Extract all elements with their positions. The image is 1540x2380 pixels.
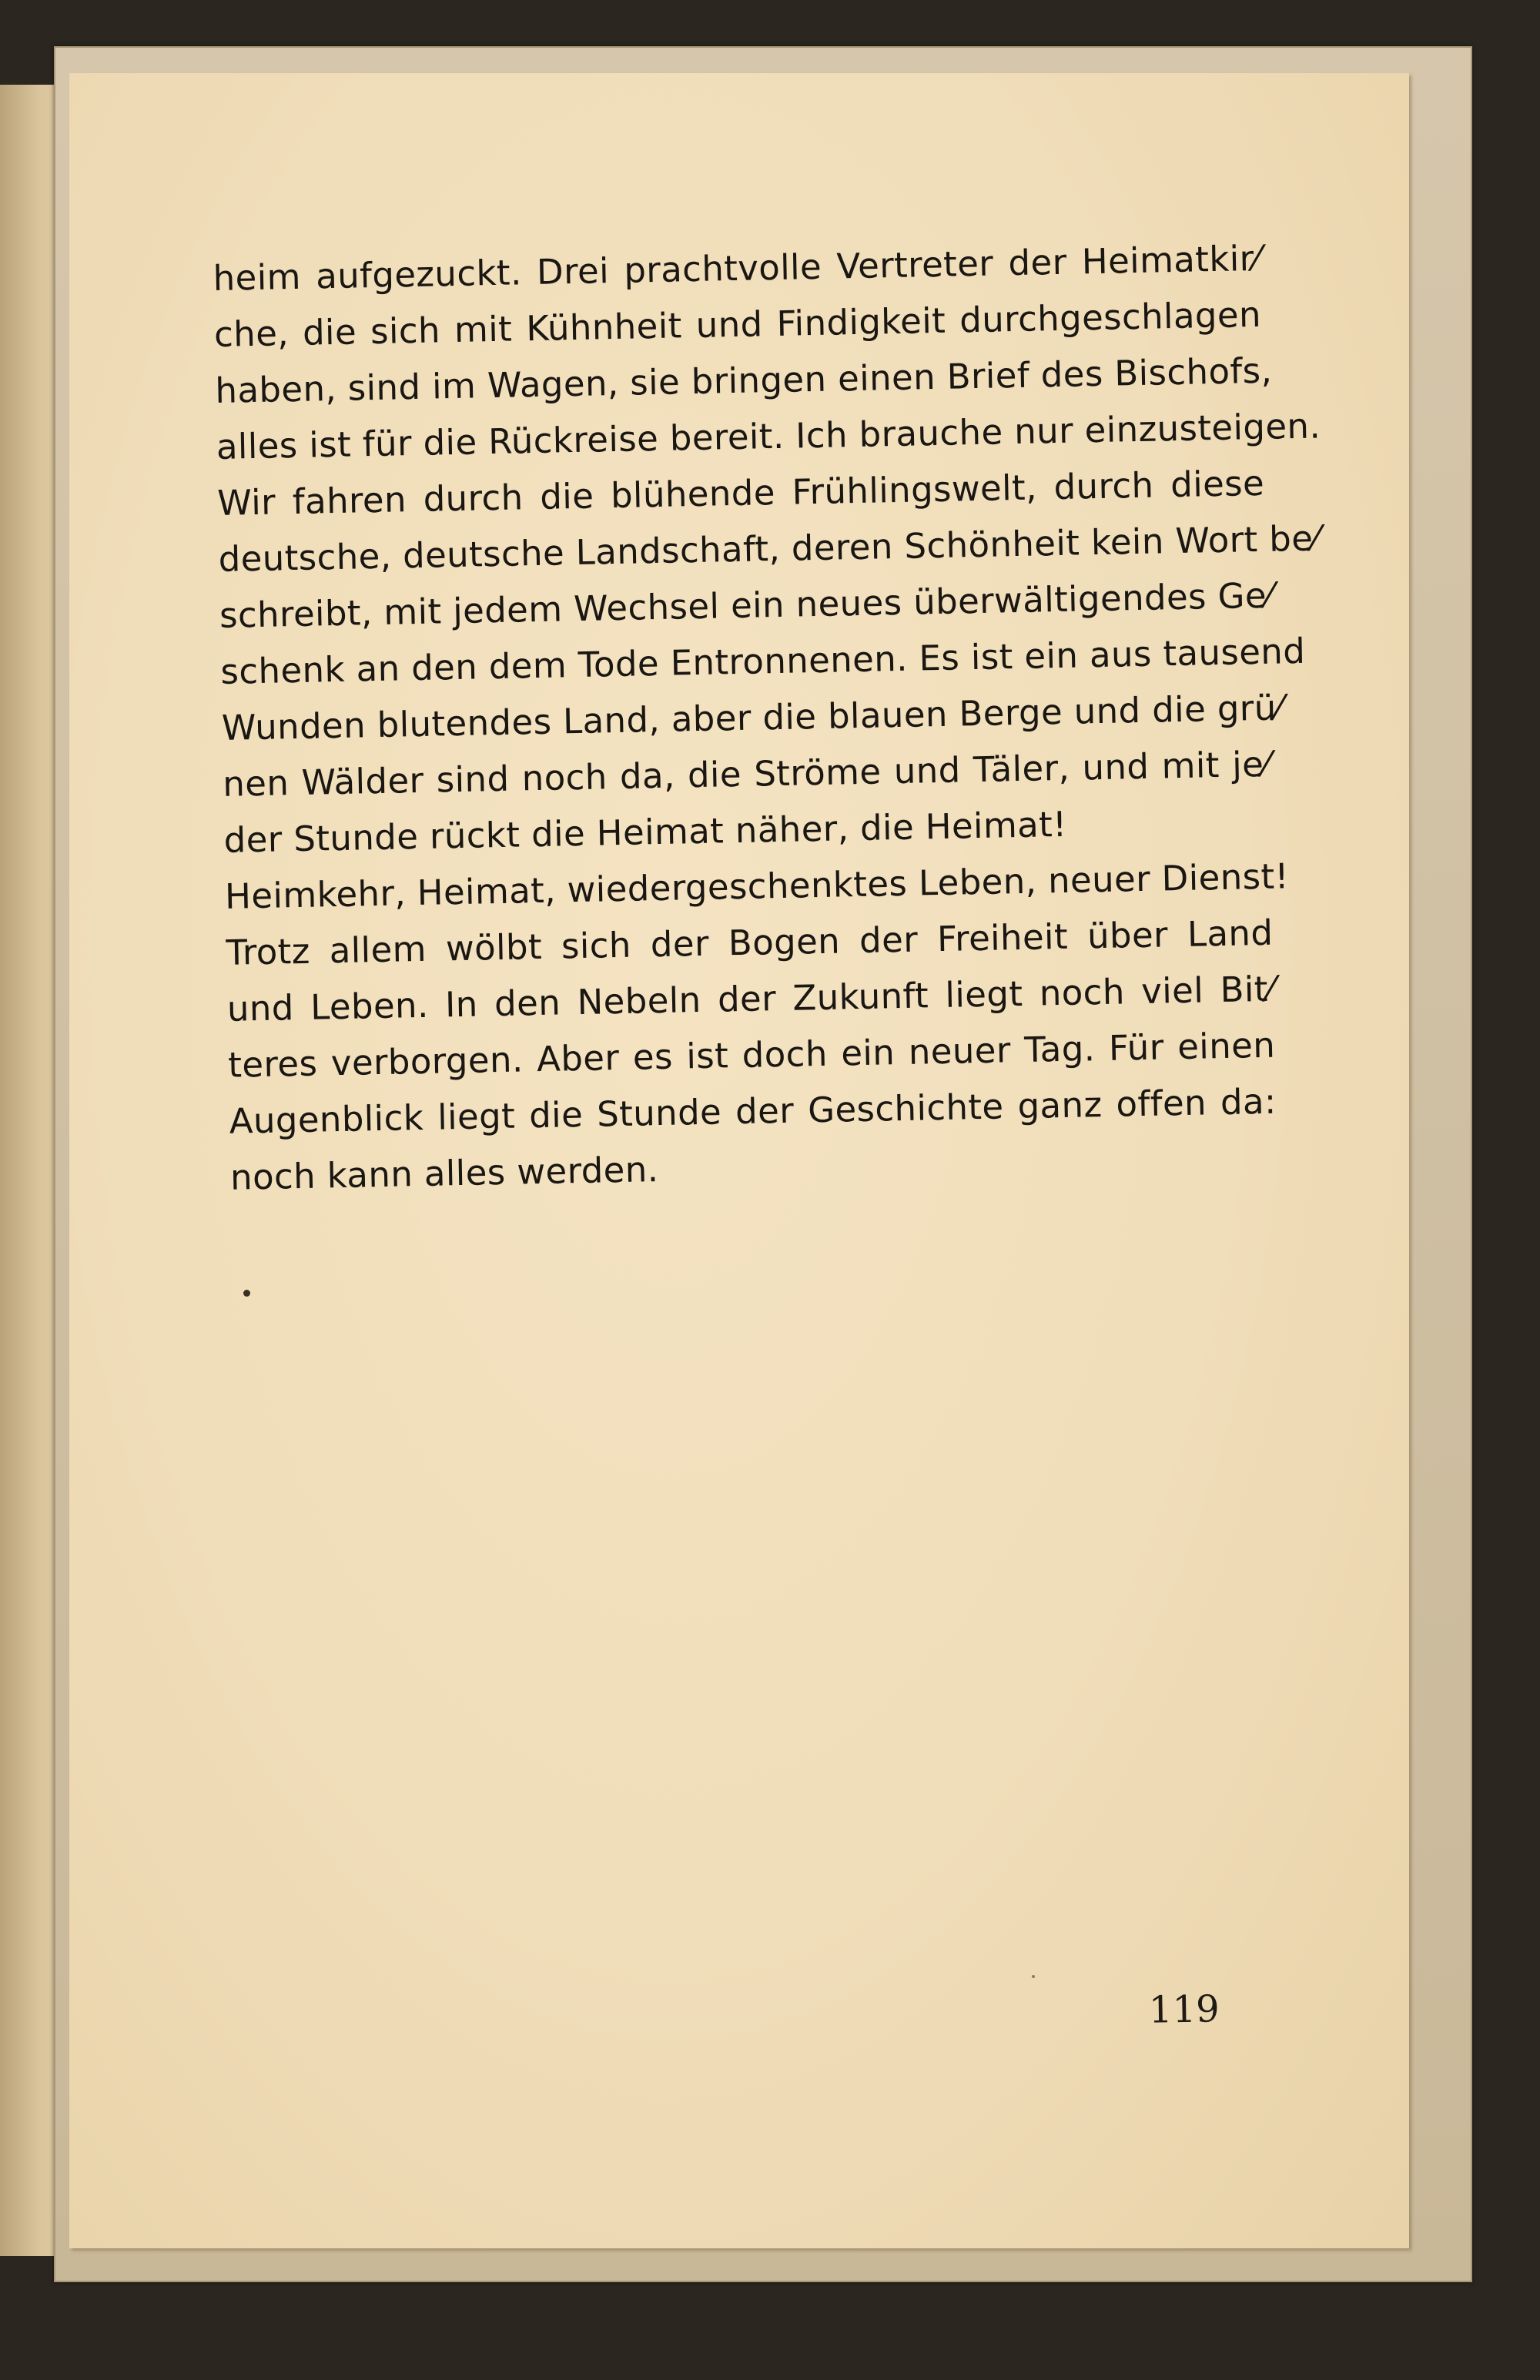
paper-speck	[243, 1290, 250, 1297]
text-line: schreibt, mit jedem Wechsel ein neues überwältigendes Ge⁄	[219, 574, 1274, 636]
book-page	[69, 73, 1409, 2248]
page-number: 119	[1148, 1987, 1220, 2032]
text-line: heim aufgezuckt. Drei prachtvolle Vertreter der Heimatkir⁄	[213, 237, 1260, 299]
text-line: teres verborgen. Aber es ist doch ein neuer Tag. Für einen	[227, 1024, 1276, 1086]
paper-speck	[1032, 1975, 1035, 1978]
text-line: deutsche, deutsche Landschaft, deren Schönheit kein Wort be⁄	[218, 517, 1320, 580]
body-text	[213, 230, 1321, 1206]
text-line: schenk an den dem Tode Entronnenen. Es ist ein aus tausend	[220, 630, 1306, 692]
text-line: Augenblick liegt die Stunde der Geschichte ganz offen da:	[229, 1080, 1277, 1142]
text-line: Trotz allem wölbt sich der Bogen der Freiheit über Land	[226, 912, 1274, 973]
text-line: haben, sind im Wagen, sie bringen einen Brief des Bischofs,	[214, 350, 1273, 411]
text-line: und Leben. In den Nebeln der Zukunft liegt noch viel Bit⁄	[226, 968, 1275, 1029]
text-line: alles ist für die Rückreise bereit. Ich brauche nur einzusteigen.	[216, 405, 1321, 467]
text-line: Wunden blutendes Land, aber die blauen Berge und die grü⁄	[221, 687, 1284, 748]
text-line: der Stunde rückt die Heimat näher, die Heimat!	[223, 803, 1068, 861]
text-line: Wir fahren durch die blühende Frühlingswelt, durch diese	[216, 462, 1265, 524]
text-line: Heimkehr, Heimat, wiedergeschenktes Leben, neuer Dienst!	[224, 855, 1290, 917]
text-line: noch kann alles werden.	[229, 1149, 659, 1198]
text-line: nen Wälder sind noch da, die Ströme und Täler, und mit je⁄	[222, 743, 1270, 805]
text-line: che, die sich mit Kühnheit und Findigkeit durchgeschlagen	[213, 293, 1262, 355]
